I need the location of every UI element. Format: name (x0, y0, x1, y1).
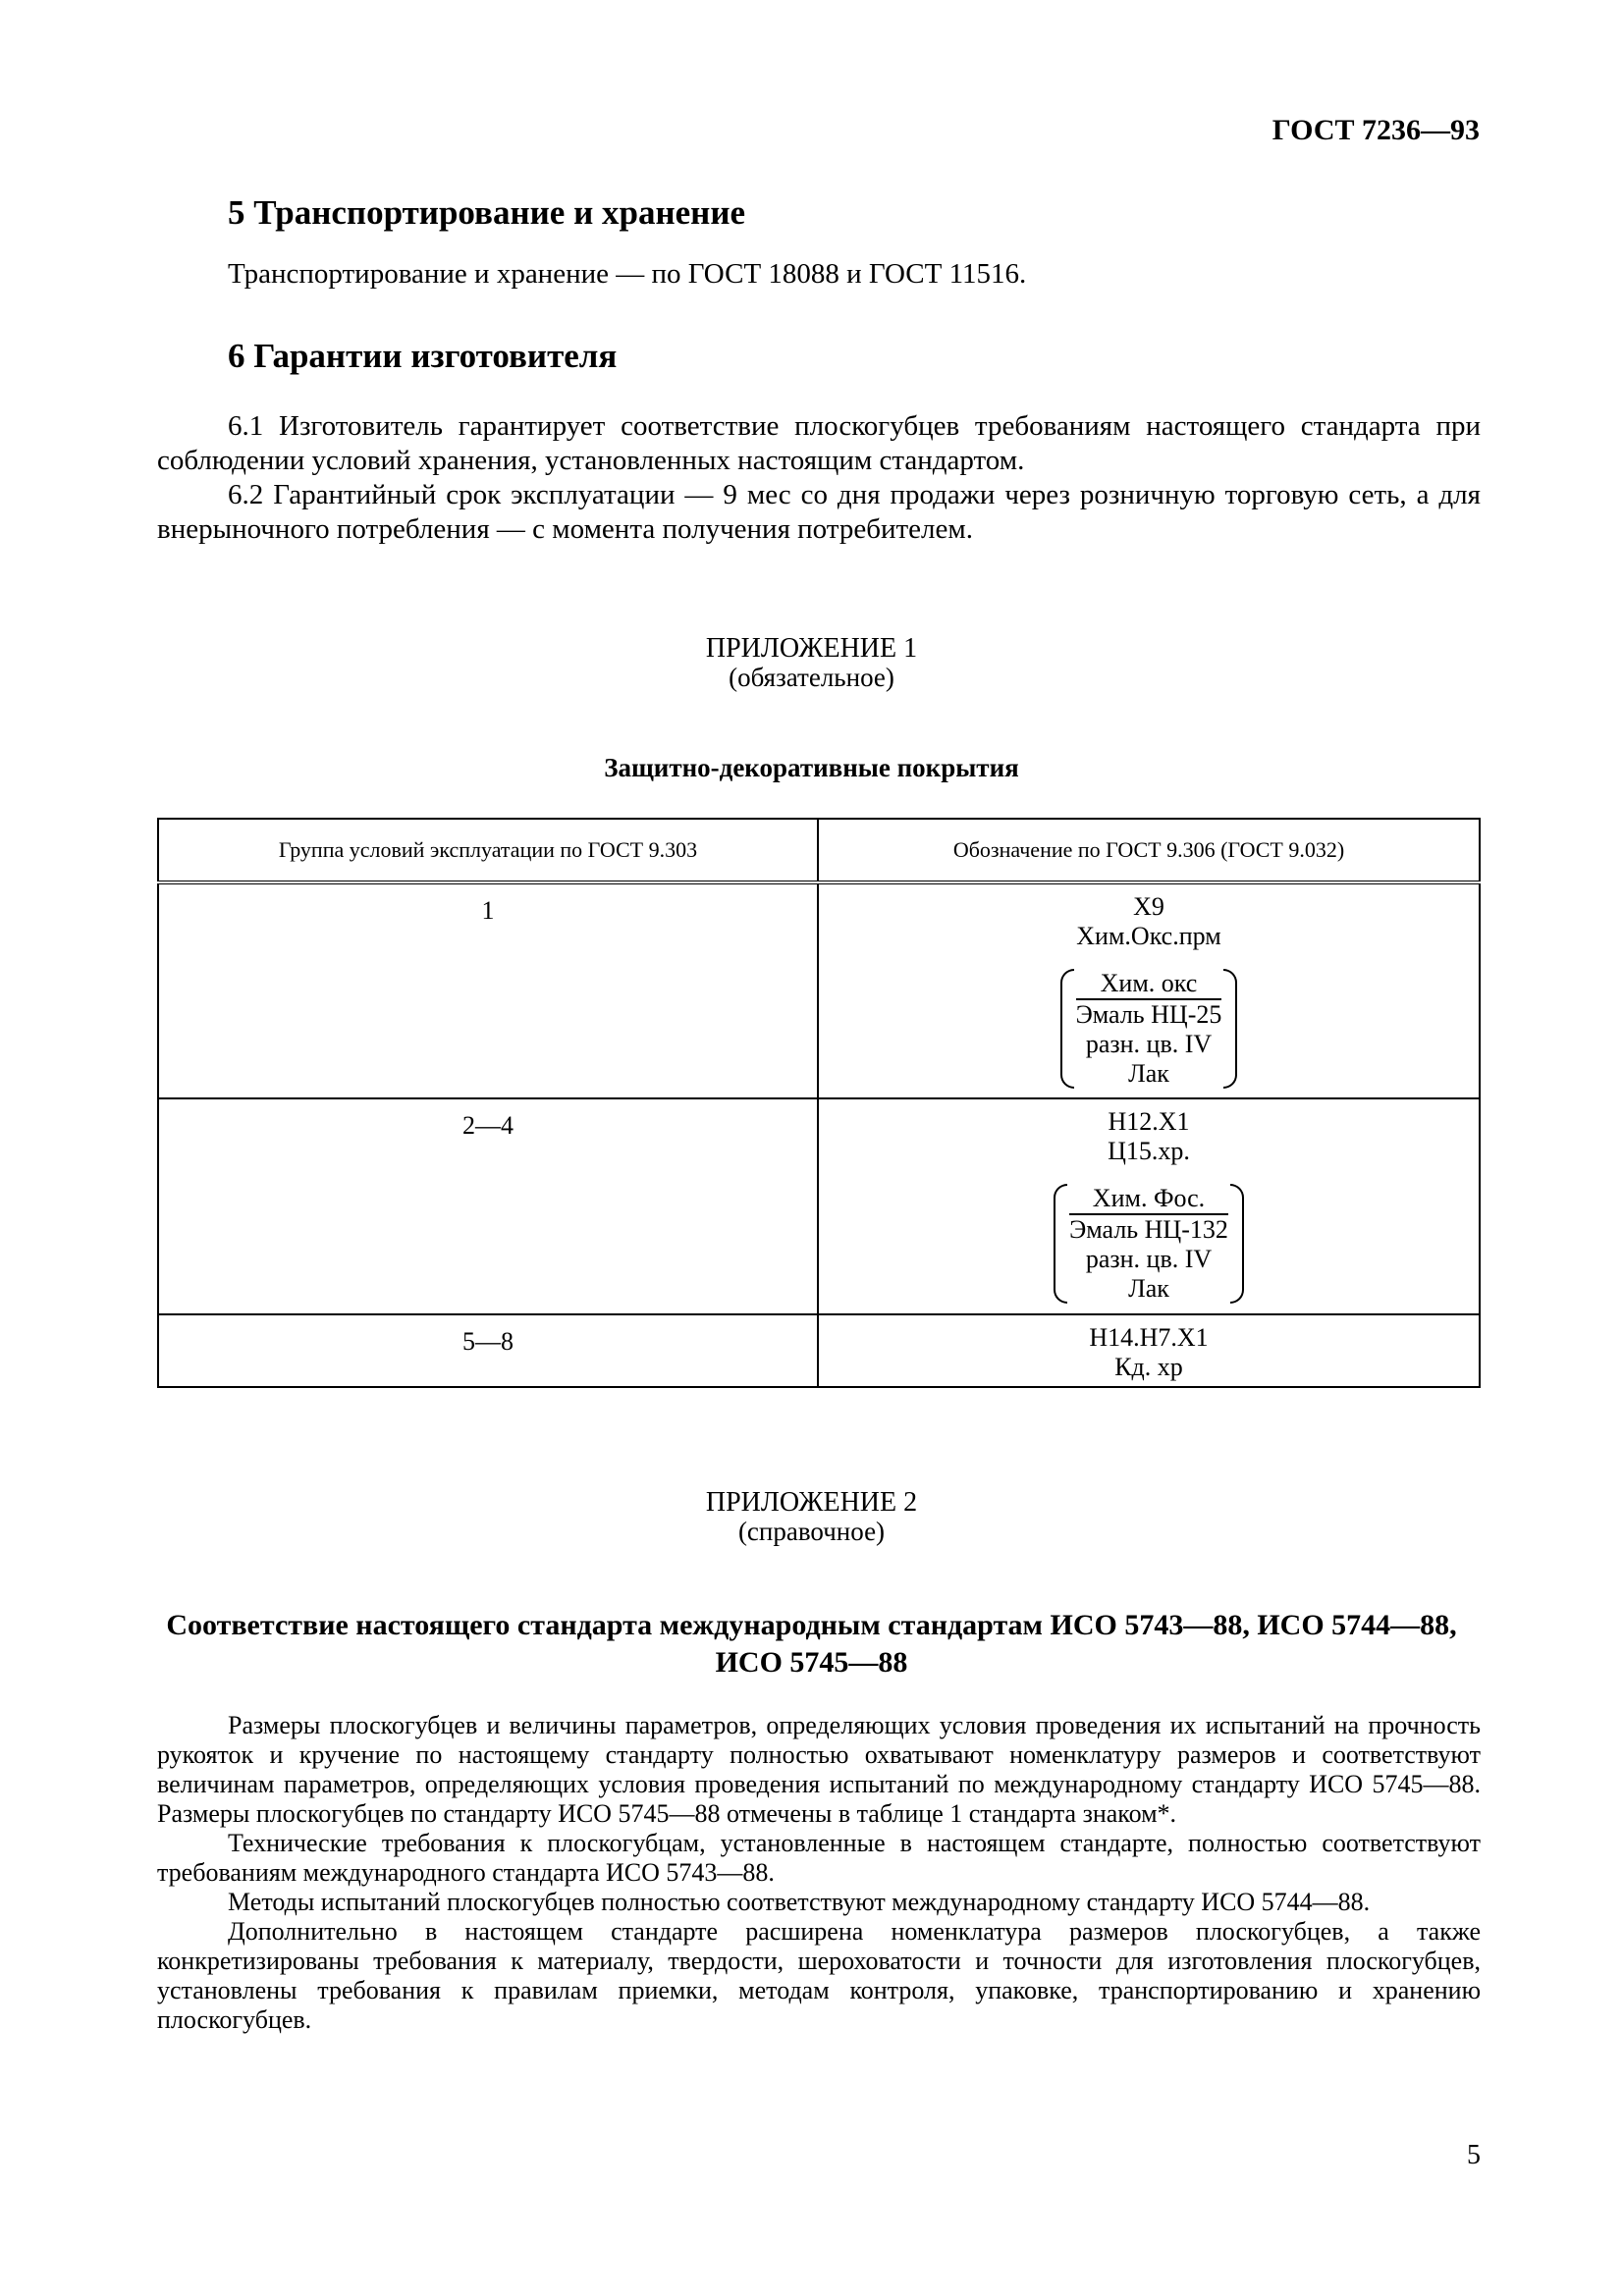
section-6-p1-text: 6.1 Изготовитель гарантирует соответствие плоскогубцев требованиям настоящего стандарта при соблюдении условий хранения, установленных настоящим стандартом. (157, 410, 1481, 476)
section-6-paragraph-1 (157, 409, 1481, 478)
section-5-text: Транспортирование и хранение — по ГОСТ 18088 и ГОСТ 11516. (228, 258, 1027, 290)
table-cell-designation (818, 882, 1480, 1098)
document-code: ГОСТ 7236—93 (1271, 114, 1480, 146)
table-row (158, 1314, 1480, 1387)
table-cell-designation (818, 1098, 1480, 1314)
brace-line: разн. цв. IV (1085, 1245, 1213, 1273)
appendix-2-subtitle: (справочное) (737, 1517, 886, 1546)
brace-line: Лак (1128, 1274, 1169, 1303)
designation-line: Кд. хр (1114, 1353, 1183, 1381)
table-header-row (158, 819, 1480, 882)
table-cell-group: 2—4 (158, 1098, 818, 1314)
brace-line: Хим. Фос. (1069, 1184, 1228, 1215)
table-header-designation: Обозначение по ГОСТ 9.306 (ГОСТ 9.032) (818, 819, 1480, 882)
appendix-2-paragraph (157, 1888, 1481, 1917)
appendix-2-paragraph (157, 1829, 1481, 1888)
section-6-paragraph-2 (157, 478, 1481, 547)
appendix-2-heading-line-2: ИСО 5745—88 (715, 1646, 908, 1679)
table-cell-group: 1 (158, 882, 818, 1098)
appendix-2-heading-line-1: Соответствие настоящего стандарта международным стандартам ИСО 5743—88, ИСО 5744—88, (166, 1609, 1457, 1641)
right-brace (1223, 969, 1237, 1089)
section-6-p2-text: 6.2 Гарантийный срок эксплуатации — 9 мес со дня продажи через розничную торговую сеть, а для внерыночного потребления — с момента получения потребителем. (157, 479, 1481, 545)
appendix-1-title: ПРИЛОЖЕНИЕ 1 (705, 633, 918, 664)
appendix-2-paragraph-text: Технические требования к плоскогубцам, установленные в настоящем стандарте, полностью соответствуют требованиям международного стандарта ИСО 5743—88. (157, 1829, 1481, 1887)
appendix-1-caption: Защитно-декоративные покрытия (604, 753, 1019, 782)
appendix-2-paragraph-text: Размеры плоскогубцев и величины параметров, определяющих условия проведения их испытаний на прочность рукояток и кручение по настоящему стандарту полностью охватывают номенклатуру размеров и соответствуют величинам параметров, определяющих условия проведения испытаний по международному стандарту ИСО 5745—88. Размеры плоскогубцев по стандарту ИСО 5745—88 отмечены в таблице 1 стандарта знаком*. (157, 1711, 1481, 1828)
brace-line: Лак (1128, 1059, 1169, 1088)
designation-line: Н14.Н7.Х1 (1089, 1323, 1209, 1352)
coatings-table (157, 818, 1481, 1388)
table-row (158, 1098, 1480, 1314)
brace-line: Эмаль НЦ-132 (1069, 1215, 1228, 1244)
designation-brace-group (1054, 1184, 1244, 1304)
left-brace (1060, 969, 1074, 1089)
page-number: 5 (1467, 2140, 1481, 2170)
brace-line: разн. цв. IV (1085, 1030, 1213, 1058)
section-6-heading: 6 Гарантии изготовителя (228, 337, 618, 375)
designation-line: Н12.Х1 (1108, 1107, 1190, 1136)
designation-line: Ц15.хр. (1108, 1137, 1190, 1165)
appendix-2-paragraph (157, 1917, 1481, 2035)
appendix-2-paragraph-text: Методы испытаний плоскогубцев полностью соответствуют международному стандарту ИСО 5744—88. (228, 1888, 1371, 1916)
appendix-1-subtitle: (обязательное) (729, 663, 894, 692)
section-5-heading: 5 Транспортирование и хранение (228, 193, 746, 232)
right-brace (1230, 1184, 1244, 1304)
table-cell-designation (818, 1314, 1480, 1387)
designation-brace-group (1060, 969, 1238, 1089)
appendix-2-title: ПРИЛОЖЕНИЕ 2 (705, 1487, 918, 1518)
table-header-group: Группа условий эксплуатации по ГОСТ 9.303 (158, 819, 818, 882)
table-row (158, 882, 1480, 1098)
table-cell-group: 5—8 (158, 1314, 818, 1387)
brace-line: Хим. окс (1076, 969, 1222, 1000)
designation-line: Хим.Окс.прм (1076, 922, 1221, 950)
appendix-2-paragraph-text: Дополнительно в настоящем стандарте расширена номенклатура размеров плоскогубцев, а также конкретизированы требования к материалу, твердости, шероховатости и точности для изготовления плоскогубцев, установлены требования к правилам приемки, методам контроля, упаковке, транспортированию и хранению плоскогубцев. (157, 1917, 1481, 2034)
designation-line: Х9 (1133, 892, 1164, 921)
brace-line: Эмаль НЦ-25 (1075, 1000, 1222, 1029)
left-brace (1054, 1184, 1067, 1304)
appendix-2-paragraph (157, 1711, 1481, 1829)
